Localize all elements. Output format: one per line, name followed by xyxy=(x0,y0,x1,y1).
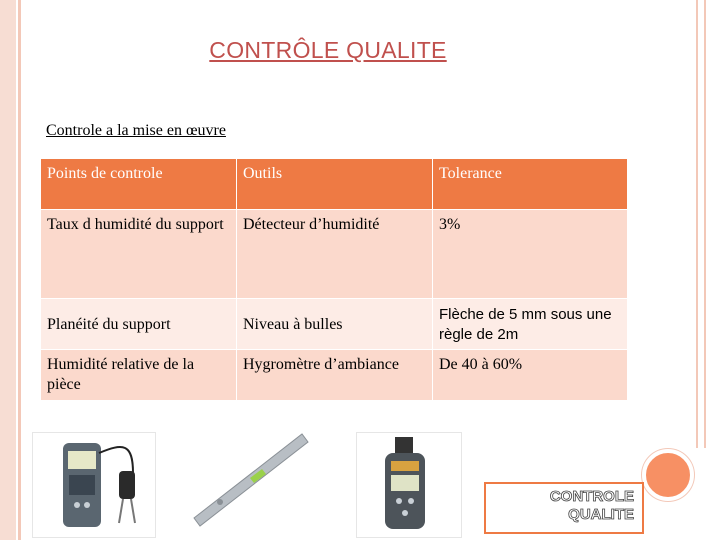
right-frame-line-2 xyxy=(704,0,706,448)
header-outils: Outils xyxy=(237,159,433,210)
stamp-text xyxy=(550,488,634,524)
cell-point: Taux d humidité du support xyxy=(41,210,237,299)
stamp-line-1: CONTROLE xyxy=(549,488,634,505)
right-frame-line xyxy=(696,0,698,448)
table-row xyxy=(41,350,628,401)
cell-tool: Hygromètre d’ambiance xyxy=(237,350,433,401)
left-frame-line xyxy=(18,0,21,540)
spirit-level-icon xyxy=(190,432,310,528)
control-table xyxy=(40,158,628,401)
cell-tolerance: Flèche de 5 mm sous une règle de 2m xyxy=(433,299,628,350)
left-frame-band xyxy=(0,0,16,540)
header-points: Points de controle xyxy=(41,159,237,210)
stamp-line-2: QUALITE xyxy=(568,506,634,523)
table-row xyxy=(41,299,628,350)
table-row xyxy=(41,210,628,299)
slide-subtitle: Controle a la mise en œuvre xyxy=(46,122,226,139)
controle-qualite-stamp xyxy=(484,482,644,534)
decorative-circle xyxy=(642,449,694,501)
slide-title: CONTRÔLE QUALITE xyxy=(209,37,447,63)
hygrometer-icon xyxy=(357,433,461,537)
table-header-row xyxy=(41,159,628,210)
header-tolerance: Tolerance xyxy=(433,159,628,210)
hygrometer-image xyxy=(356,432,462,538)
cell-point: Humidité relative de la pièce xyxy=(41,350,237,401)
cell-tolerance: De 40 à 60% xyxy=(433,350,628,401)
cell-point: Planéité du support xyxy=(41,299,237,350)
moisture-meter-icon xyxy=(33,433,155,537)
cell-tool: Niveau à bulles xyxy=(237,299,433,350)
moisture-meter-image xyxy=(32,432,156,538)
cell-tool: Détecteur d’humidité xyxy=(237,210,433,299)
cell-tolerance: 3% xyxy=(433,210,628,299)
spirit-level-image xyxy=(190,432,310,528)
